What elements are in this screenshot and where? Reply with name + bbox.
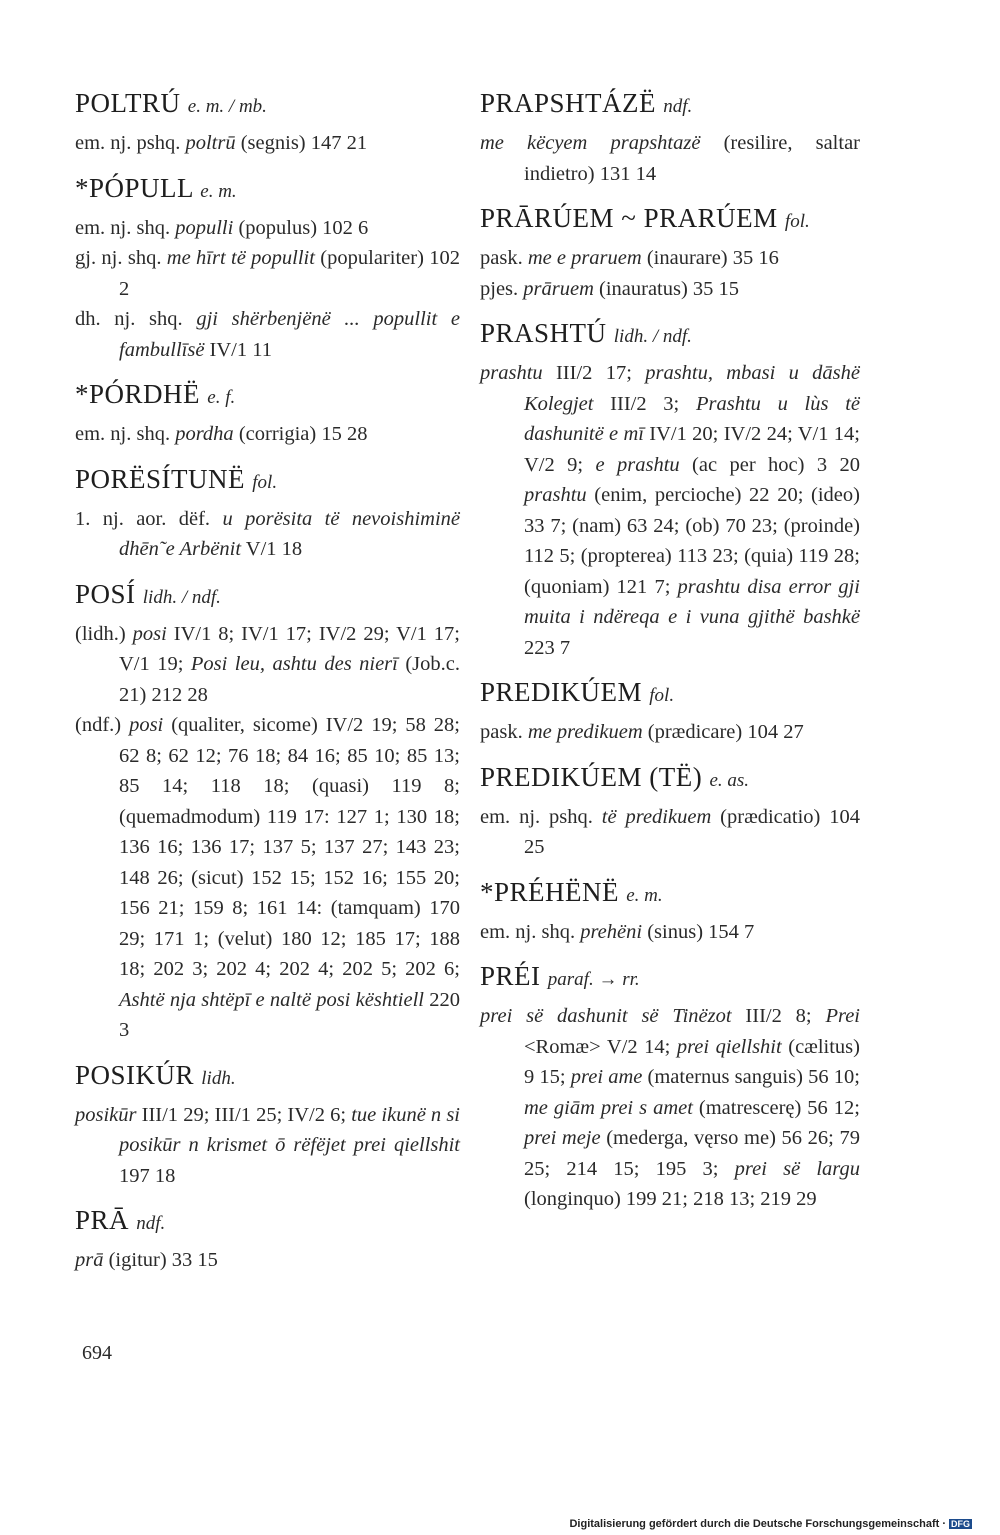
- headword-text: POSÍ: [75, 578, 136, 609]
- dictionary-entry: [75, 173, 460, 366]
- gloss-text: IV/1 20; IV/2 24; V/1 14; V/2 9;: [524, 423, 860, 476]
- citation-text: me predikuem: [527, 721, 643, 743]
- gloss-text: pjes.: [480, 277, 524, 300]
- grammar-label: ndf.: [663, 96, 693, 117]
- entry-line: [480, 717, 860, 748]
- citation-text: pordha: [175, 423, 234, 445]
- gloss-text: 1. nj. aor. dëf.: [75, 507, 223, 530]
- gloss-text: pask.: [480, 247, 528, 269]
- dfg-logo: DFG: [951, 1519, 970, 1529]
- entry-line: [480, 917, 860, 948]
- gloss-text: IV/1 8; IV/1 17; IV/2 29; V/1 17; V/1 19;: [119, 622, 460, 675]
- entry-headword: [75, 579, 460, 613]
- entry-line: [75, 243, 460, 304]
- gloss-text: (sinus) 154 7: [642, 920, 755, 943]
- grammar-label: e. m.: [200, 180, 237, 202]
- entry-line: [75, 419, 460, 450]
- entry-line: [480, 802, 860, 863]
- headword-text: *PÓRDHË: [75, 379, 201, 409]
- dictionary-entry: [480, 318, 860, 663]
- gloss-text: (prædicare) 104 27: [642, 721, 804, 743]
- citation-text: prei së largu: [734, 1157, 860, 1180]
- citation-text: prei së dashunit së Tinëzot: [480, 1005, 732, 1027]
- gloss-text: (ndf.): [75, 714, 130, 736]
- entry-line: [480, 1001, 860, 1215]
- footer-credit: [569, 1518, 972, 1530]
- entry-headword: [75, 173, 460, 207]
- grammar-label: e. as.: [709, 769, 750, 791]
- citation-text: posi: [129, 714, 164, 736]
- entry-headword: [480, 762, 860, 796]
- citation-text: Prei: [825, 1005, 860, 1027]
- gloss-text: (populus) 102 6: [233, 216, 369, 239]
- citation-text: Ashtë nja shtëpī e naltë posi kështiell: [119, 988, 424, 1011]
- entry-headword: [75, 379, 460, 413]
- citation-text: u porësita të nevoishiminë dhēn˜e Arbënit: [119, 507, 461, 560]
- citation-text: prei meje: [524, 1127, 601, 1149]
- citation-text: prā: [75, 1249, 104, 1271]
- citation-text: populli: [175, 216, 234, 239]
- citation-text: prei ame: [570, 1066, 643, 1088]
- dictionary-entry: [480, 961, 860, 1215]
- headword-text: POSIKÚR: [75, 1059, 195, 1090]
- citation-text: gji shërbenjënë ... popullit e fambullīsë: [119, 308, 460, 361]
- entry-headword: [480, 677, 860, 711]
- gloss-text: (populariter) 102 2: [119, 247, 460, 300]
- gloss-text: em. nj. pshq.: [480, 805, 602, 828]
- entry-line: [75, 710, 460, 1046]
- entry-line: [480, 128, 860, 189]
- gloss-text: (segnis) 147 21: [235, 132, 368, 154]
- citation-text: poltrū: [185, 132, 236, 154]
- citation-text: posi: [132, 622, 167, 645]
- grammar-label: fol.: [784, 211, 810, 232]
- citation-text: prei qiellshit: [676, 1035, 782, 1058]
- headword-text: PRÉI: [480, 961, 541, 991]
- citation-text: me këcyem prapshtazë: [480, 132, 701, 154]
- page-number: 694: [82, 1342, 112, 1364]
- dictionary-entry: [480, 677, 860, 748]
- citation-text: tue ikunë n si posikūr n krismet ō rëfëjet prei qiellshit: [119, 1103, 460, 1156]
- headword-text: PREDIKÚEM (TË): [480, 761, 703, 792]
- gloss-text: (ac per hoc) 3 20: [679, 453, 861, 476]
- dictionary-entry: [480, 877, 860, 948]
- gloss-text: (longinquo) 199 21; 218 13; 219 29: [524, 1188, 817, 1210]
- gloss-text: em. nj. shq.: [75, 423, 176, 445]
- gloss-text: (Job.c. 21) 212 28: [119, 653, 460, 706]
- gloss-text: V/1 18: [241, 538, 303, 560]
- gloss-text: III/2 17;: [542, 362, 646, 384]
- headword-text: PRASHTÚ: [480, 318, 607, 348]
- grammar-label: paraf. → rr.: [547, 969, 640, 990]
- gloss-text: (igitur) 33 15: [103, 1249, 218, 1271]
- headword-text: PORËSÍTUNË: [75, 463, 246, 494]
- gloss-text: 197 18: [119, 1164, 176, 1187]
- entry-line: [75, 619, 460, 711]
- gloss-text: dh. nj. shq.: [75, 308, 197, 330]
- citation-text: prashtu disa error gji muita i ndëreqa e i vuna gjithë bashkë: [524, 575, 860, 628]
- gloss-text: em. nj. pshq.: [75, 132, 186, 154]
- grammar-label: e. m.: [626, 884, 663, 906]
- grammar-label: ndf.: [136, 1213, 166, 1234]
- dictionary-entry: [480, 88, 860, 189]
- footer-credit-text: Digitalisierung gefördert durch die Deutsche Forschungsgemeinschaft ·: [569, 1518, 946, 1530]
- gloss-text: em. nj. shq.: [75, 216, 176, 239]
- entry-line: [75, 1100, 460, 1192]
- citation-text: prashtu, mbasi u dāshë Kolegjet: [524, 362, 860, 415]
- entry-line: [75, 213, 460, 244]
- grammar-label: e. f.: [207, 387, 236, 408]
- entry-headword: [75, 1060, 460, 1094]
- entry-headword: [480, 877, 860, 911]
- entry-headword: [75, 1205, 460, 1239]
- citation-text: Posi leu, ashtu des nierī: [190, 653, 398, 675]
- citation-text: prashtu: [480, 362, 543, 384]
- entry-line: [75, 1245, 460, 1276]
- gloss-text: (inauratus) 35 15: [593, 277, 740, 300]
- citation-text: Prashtu u lùs të dashunitë e mī: [524, 392, 860, 445]
- gloss-text: gj. nj. shq.: [75, 247, 167, 269]
- citation-text: me e praruem: [527, 247, 642, 269]
- grammar-label: e. m. / mb.: [187, 96, 267, 117]
- citation-text: të predikuem: [601, 805, 712, 828]
- headword-text: POLTRÚ: [75, 88, 181, 118]
- citation-text: e prashtu: [595, 453, 680, 476]
- grammar-label: lidh.: [201, 1067, 236, 1089]
- gloss-text: III/1 29; III/1 25; IV/2 6;: [136, 1103, 352, 1126]
- dictionary-entry: [75, 1060, 460, 1192]
- headword-text: *PÓPULL: [75, 172, 194, 203]
- entry-headword: [480, 961, 860, 995]
- entry-headword: [75, 88, 460, 122]
- gloss-text: (cælitus) 9 15;: [524, 1035, 860, 1088]
- entry-line: [480, 243, 860, 274]
- gloss-text: <Romæ> V/2 14;: [524, 1035, 677, 1058]
- grammar-label: fol.: [649, 685, 675, 706]
- entry-headword: [480, 203, 860, 237]
- grammar-label: lidh. / ndf.: [613, 326, 692, 347]
- gloss-text: (inaurare) 35 16: [641, 247, 779, 269]
- gloss-text: (maternus sanguis) 56 10;: [642, 1066, 860, 1088]
- gloss-text: (lidh.): [75, 622, 133, 645]
- dictionary-entry: [75, 379, 460, 450]
- gloss-text: (corrigia) 15 28: [233, 423, 368, 445]
- gloss-text: III/2 8;: [731, 1005, 826, 1027]
- grammar-label: fol.: [252, 471, 278, 493]
- headword-text: PRĀRÚEM ~ PRARÚEM: [480, 203, 778, 233]
- headword-text: *PRÉHËNË: [480, 876, 619, 907]
- grammar-label: lidh. / ndf.: [142, 586, 221, 608]
- left-column: [75, 88, 460, 1290]
- citation-text: me giām prei s amet: [524, 1096, 693, 1119]
- headword-text: PRAPSHTÁZË: [480, 88, 657, 118]
- gloss-text: III/2 3;: [593, 392, 696, 415]
- headword-text: PREDIKÚEM: [480, 677, 643, 707]
- gloss-text: (matrescerę) 56 12;: [692, 1096, 860, 1119]
- gloss-text: (mederga, vęrso me) 56 26; 79 25; 214 15; 195 3;: [524, 1127, 860, 1180]
- dictionary-entry: [75, 1205, 460, 1276]
- entry-headword: [75, 464, 460, 498]
- gloss-text: em. nj. shq.: [480, 920, 581, 943]
- entry-line: [75, 128, 460, 159]
- citation-text: me hīrt të popullit: [166, 247, 315, 269]
- dictionary-entry: [480, 203, 860, 304]
- dictionary-entry: [75, 579, 460, 1046]
- entry-line: [75, 304, 460, 365]
- entry-headword: [480, 318, 860, 352]
- right-column: [480, 88, 860, 1229]
- gloss-text: pask.: [480, 721, 528, 743]
- headword-text: PRĀ: [75, 1205, 130, 1235]
- citation-text: prehëni: [580, 920, 643, 943]
- citation-text: posikūr: [75, 1103, 137, 1126]
- gloss-text: (resilire, saltar indietro) 131 14: [524, 132, 861, 185]
- gloss-text: 220 3: [119, 988, 460, 1041]
- citation-text: prāruem: [523, 277, 594, 300]
- entry-line: [75, 504, 460, 565]
- entry-headword: [480, 88, 860, 122]
- gloss-text: (enim, percioche) 22 20; (ideo) 33 7; (nam) 63 24; (ob) 70 23; (proinde) 112 5; (propterea) 113 23; (quia) 119 28; (quoniam) 121 7;: [524, 484, 860, 598]
- dictionary-entry: [75, 88, 460, 159]
- citation-text: prashtu: [524, 484, 587, 506]
- gloss-text: (prædicatio) 104 25: [524, 805, 861, 858]
- dictionary-entry: [75, 464, 460, 565]
- gloss-text: (qualiter, sicome) IV/2 19; 58 28; 62 8; 62 12; 76 18; 84 16; 85 10; 85 13; 85 14; 118 18; (quasi) 119 8; (quemadmodum) 119 17: 127 1; 130 18; 136 16; 136 17; 137 5; 137 27; 143 23; 148 26; (sicut) 152 15; 152 16; 155 20; 156 21; 159 8; 161 14: (tamquam) 170 29; 171 1; (velut) 180 12; 185 17; 188 18; 202 3; 202 4; 202 4; 202 5; 202 6;: [119, 714, 461, 980]
- dictionary-entry: [480, 762, 860, 863]
- entry-line: [480, 358, 860, 663]
- entry-line: [480, 274, 860, 305]
- gloss-text: IV/1 11: [204, 338, 272, 361]
- gloss-text: 223 7: [524, 636, 571, 659]
